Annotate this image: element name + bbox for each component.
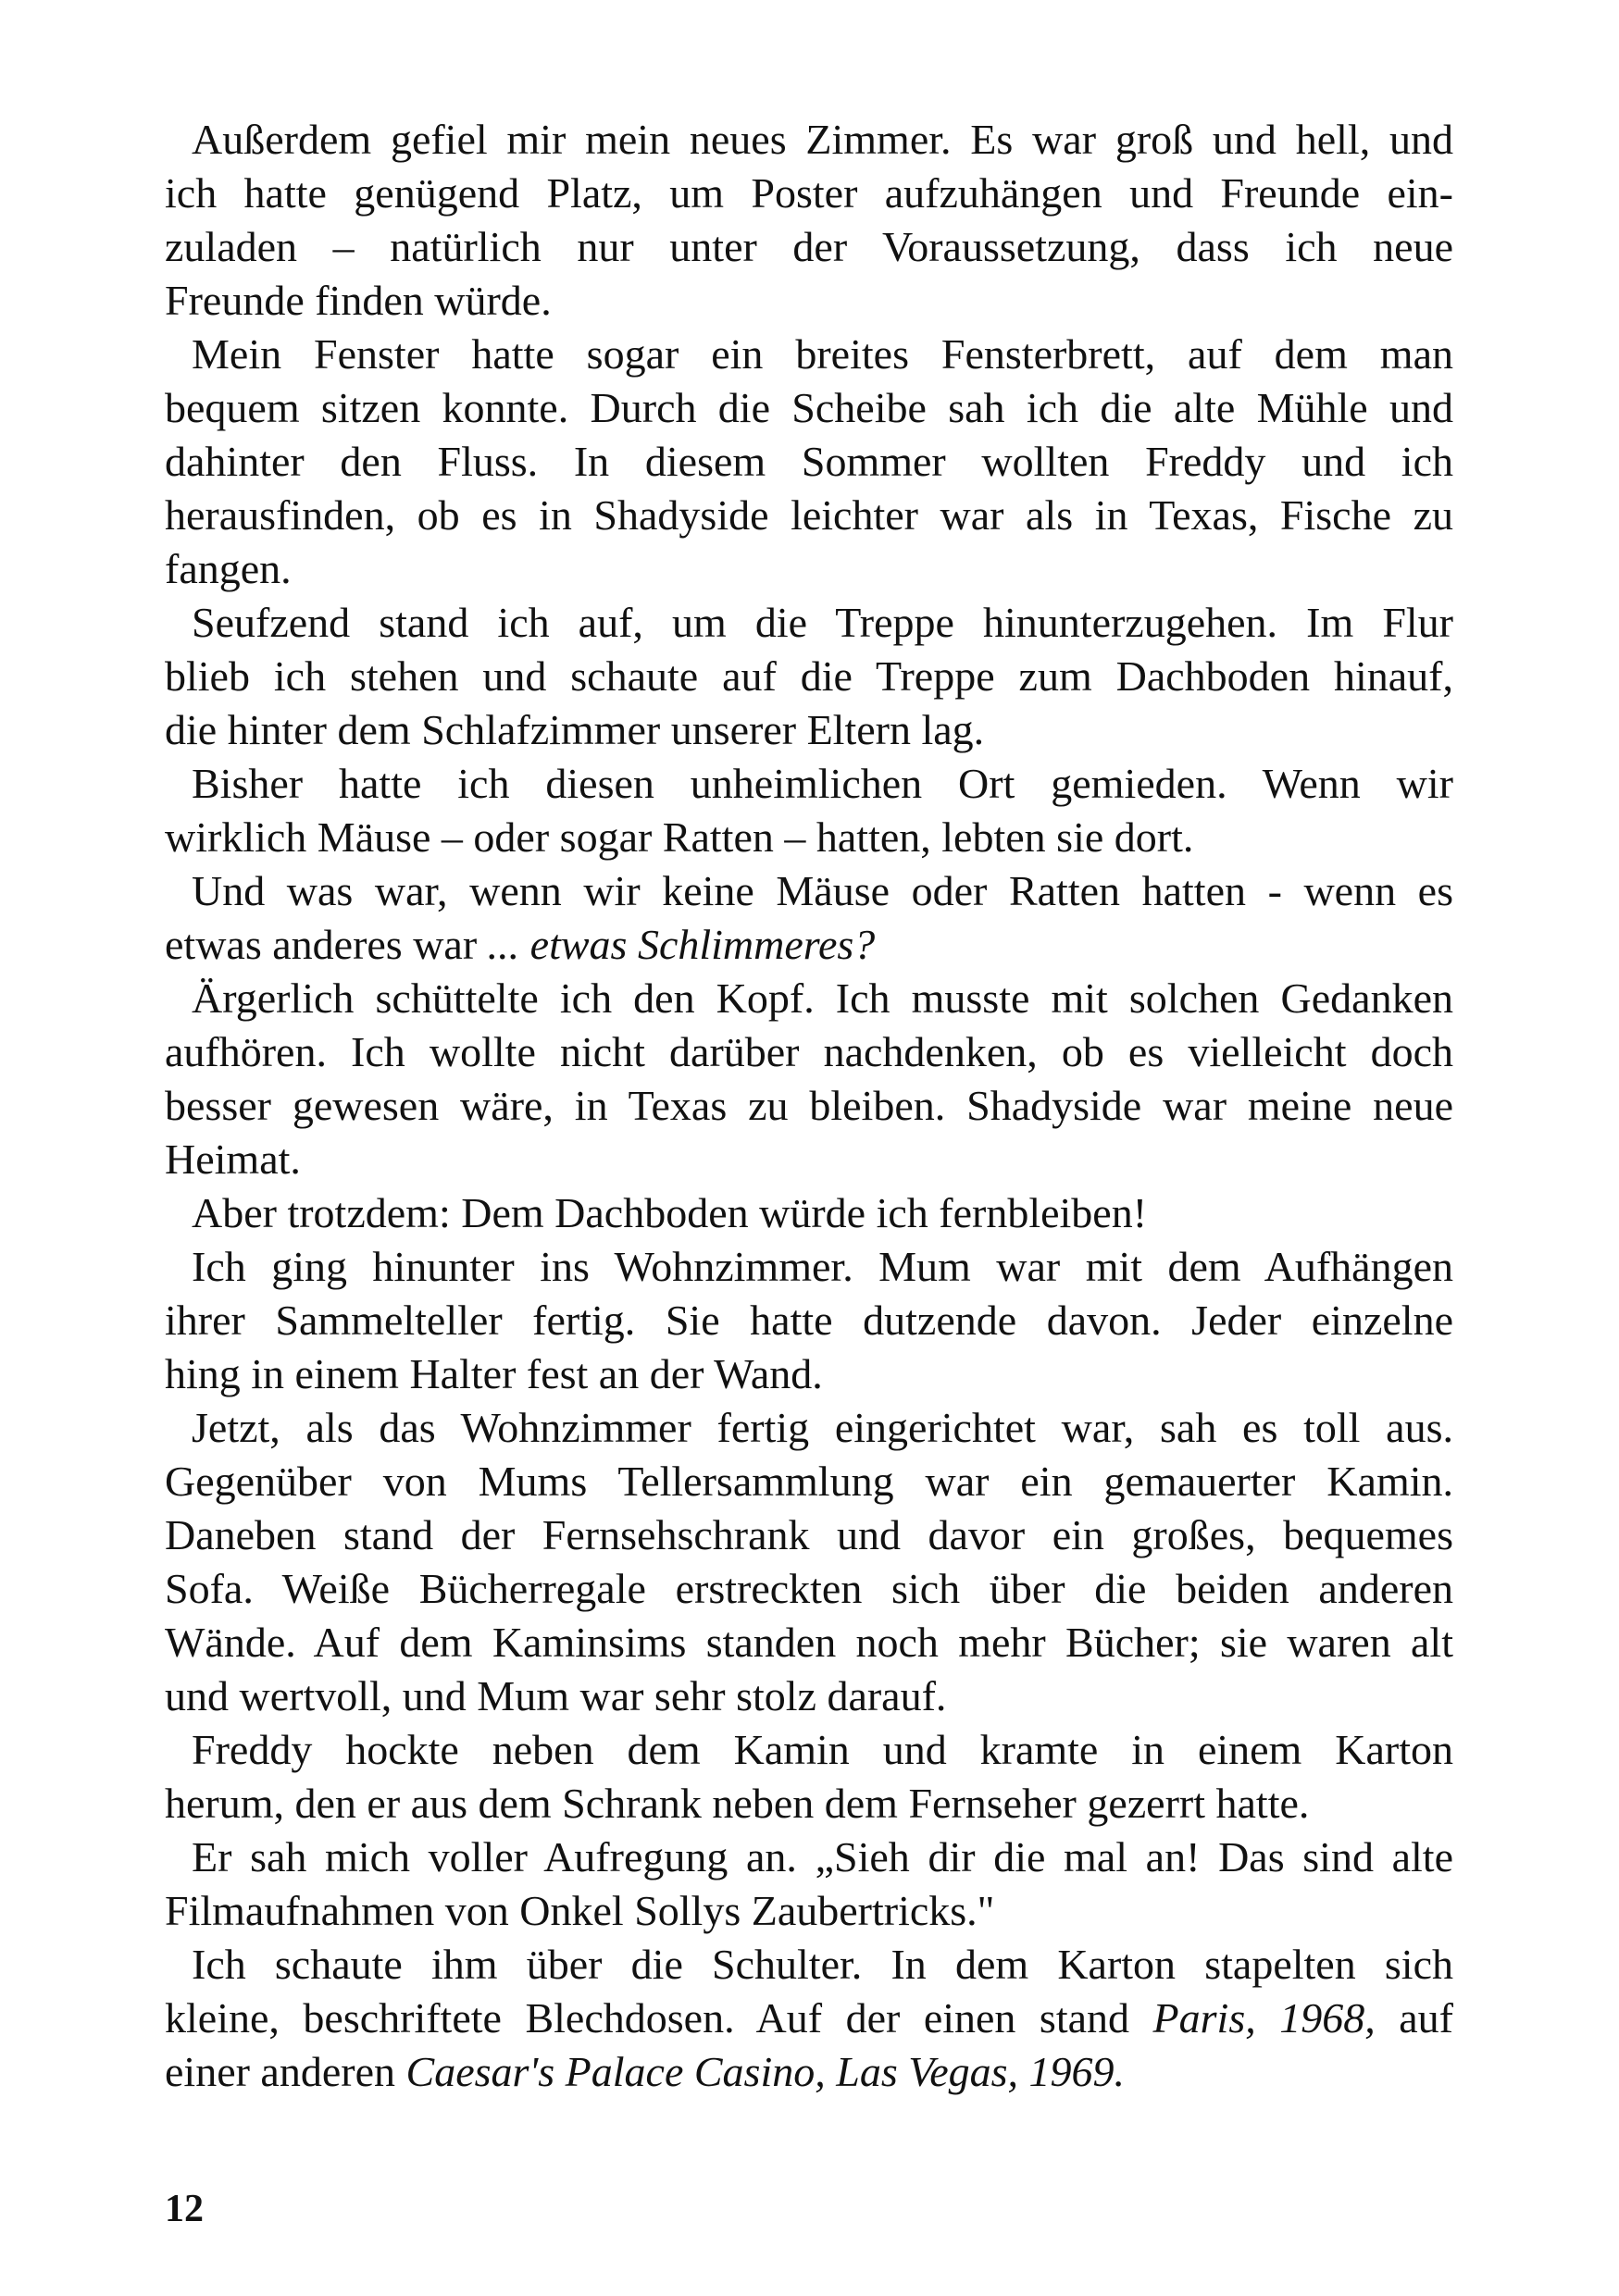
text-line: Er sah mich voller Aufregung an. „Sieh dir die mal an! Das sind alte [192,1833,1453,1880]
page-number: 12 [165,2188,204,2230]
text-line: ihrer Sammelteller fertig. Sie hatte dutzende davon. Jeder einzelne [165,1297,1453,1344]
text-line: Freddy hockte neben dem Kamin und kramte in einem Karton [192,1726,1453,1773]
text-line: Ich ging hinunter ins Wohnzimmer. Mum war mit dem Aufhängen [192,1243,1453,1290]
text-run: einer anderen [165,2048,406,2095]
text-line: Freunde finden würde. [165,277,552,324]
text-line: Daneben stand der Fernsehschrank und davor ein großes, bequemes [165,1511,1453,1558]
text-line: die hinter dem Schlafzimmer unserer Eltern lag. [165,706,985,753]
text-line: Mein Fenster hatte sogar ein breites Fensterbrett, auf dem man [192,330,1453,378]
text-line: Ich schaute ihm über die Schulter. In dem Karton stapelten sich [192,1941,1453,1988]
italic-text: Caesar's Palace Casino, Las Vegas, 1969. [405,2048,1126,2095]
text-line: bequem sitzen konnte. Durch die Scheibe sah ich die alte Mühle und [165,384,1453,431]
text-line [165,918,1453,972]
text-line: Ärgerlich schüttelte ich den Kopf. Ich musste mit solchen Gedanken [192,974,1453,1022]
text-line: und wertvoll, und Mum war sehr stolz darauf. [165,1672,947,1719]
text-line: ich hatte genügend Platz, um Poster aufzuhängen und Freunde ein- [165,169,1453,217]
text-line: Wände. Auf dem Kaminsims standen noch mehr Bücher; sie waren alt [165,1619,1453,1666]
text-line: herausfinden, ob es in Shadyside leichter war als in Texas, Fische zu [165,491,1453,539]
text-line: Gegenüber von Mums Tellersammlung war ein gemauerter Kamin. [165,1458,1453,1505]
text-line: wirklich Mäuse – oder sogar Ratten – hatten, lebten sie dort. [165,813,1194,861]
text-line [165,1992,1453,2045]
text-line: herum, den er aus dem Schrank neben dem Fernseher gezerrt hatte. [165,1780,1310,1827]
text-line [165,2045,1453,2099]
text-line: aufhören. Ich wollte nicht darüber nachdenken, ob es vielleicht doch [165,1028,1453,1075]
text-line: Bisher hatte ich diesen unheimlichen Ort gemieden. Wenn wir [192,760,1453,807]
text-line: fangen. [165,545,292,592]
text-line: hing in einem Halter fest an der Wand. [165,1350,823,1397]
text-line: dahinter den Fluss. In diesem Sommer wollten Freddy und ich [165,438,1453,485]
text-run: etwas anderes war [165,921,488,968]
text-run: kleine, beschriftete Blechdosen. Auf der einen stand [165,1994,1153,2042]
text-line: Sofa. Weiße Bücherregale erstreckten sich über die beiden anderen [165,1565,1453,1612]
text-line: Aber trotzdem: Dem Dachboden würde ich fernbleiben! [192,1189,1148,1236]
text-line: Heimat. [165,1136,301,1183]
text-line: Außerdem gefiel mir mein neues Zimmer. Es war groß und hell, und [192,116,1453,163]
text-line: Filmaufnahmen von Onkel Sollys Zaubertricks." [165,1887,995,1934]
italic-text: ... etwas Schlimmeres? [487,921,876,968]
text-line: zuladen – natürlich nur unter der Voraussetzung, dass ich neue [165,223,1453,270]
text-line: besser gewesen wäre, in Texas zu bleiben. Shadyside war meine neue [165,1082,1453,1129]
text-line: Seufzend stand ich auf, um die Treppe hinunterzugehen. Im Flur [192,599,1453,646]
italic-text: Paris, 1968, [1152,1994,1376,2042]
text-line: blieb ich stehen und schaute auf die Treppe zum Dachboden hinauf, [165,652,1453,700]
text-line: Und was war, wenn wir keine Mäuse oder Ratten hatten - wenn es [192,867,1453,914]
text-line: Jetzt, als das Wohnzimmer fertig eingerichtet war, sah es toll aus. [192,1404,1453,1451]
text-run: auf [1375,1994,1453,2042]
